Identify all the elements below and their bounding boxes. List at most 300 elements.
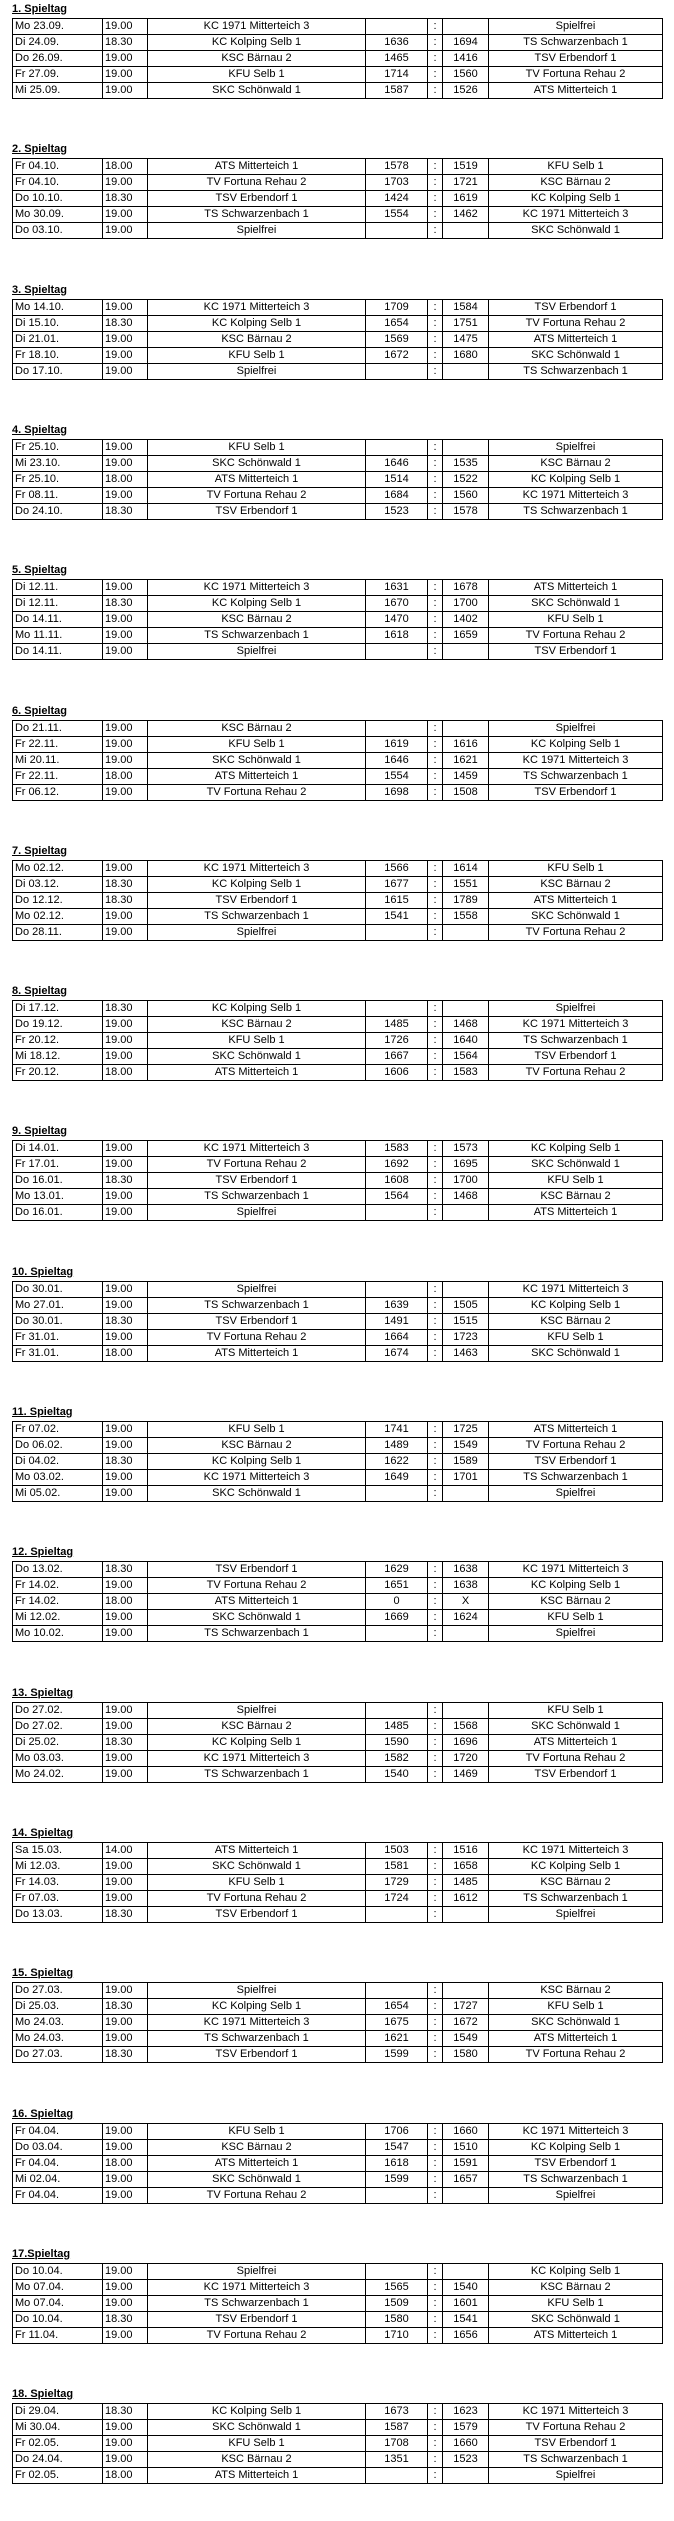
date-cell: Mo 07.04. xyxy=(13,2280,103,2296)
home-score-cell: 1698 xyxy=(366,785,428,801)
score-separator: : xyxy=(428,2172,443,2188)
date-cell: Do 12.12. xyxy=(13,893,103,909)
home-team-cell: KC Kolping Selb 1 xyxy=(148,2404,366,2420)
home-team-cell: SKC Schönwald 1 xyxy=(148,456,366,472)
away-score-cell: 1540 xyxy=(443,2280,489,2296)
score-separator: : xyxy=(428,1875,443,1891)
away-score-cell: 1558 xyxy=(443,909,489,925)
time-cell: 19.00 xyxy=(103,1422,148,1438)
score-separator: : xyxy=(428,2404,443,2420)
score-separator: : xyxy=(428,1610,443,1626)
match-row xyxy=(13,2404,663,2420)
time-cell: 19.00 xyxy=(103,1610,148,1626)
score-separator: : xyxy=(428,1751,443,1767)
away-team-cell: KFU Selb 1 xyxy=(489,612,663,628)
away-score-cell: 1584 xyxy=(443,300,489,316)
match-row xyxy=(13,1859,663,1875)
home-team-cell: ATS Mitterteich 1 xyxy=(148,159,366,175)
away-score-cell: 1789 xyxy=(443,893,489,909)
date-cell: Di 12.11. xyxy=(13,580,103,596)
away-team-cell: TS Schwarzenbach 1 xyxy=(489,1891,663,1907)
match-row xyxy=(13,1983,663,1999)
home-score-cell: 0 xyxy=(366,1594,428,1610)
home-score-cell: 1547 xyxy=(366,2140,428,2156)
time-cell: 18.30 xyxy=(103,2404,148,2420)
match-row xyxy=(13,35,663,51)
home-score-cell: 1599 xyxy=(366,2047,428,2063)
time-cell: 19.00 xyxy=(103,300,148,316)
round-title: 14. Spieltag xyxy=(12,1827,74,1839)
away-team-cell: SKC Schönwald 1 xyxy=(489,1157,663,1173)
away-team-cell: TS Schwarzenbach 1 xyxy=(489,364,663,380)
away-team-cell: SKC Schönwald 1 xyxy=(489,2015,663,2031)
home-team-cell: TSV Erbendorf 1 xyxy=(148,1314,366,1330)
home-score-cell: 1636 xyxy=(366,35,428,51)
away-score-cell: 1725 xyxy=(443,1422,489,1438)
home-team-cell: KFU Selb 1 xyxy=(148,440,366,456)
score-separator: : xyxy=(428,1735,443,1751)
home-team-cell: ATS Mitterteich 1 xyxy=(148,1594,366,1610)
away-team-cell: TV Fortuna Rehau 2 xyxy=(489,316,663,332)
away-score-cell: 1640 xyxy=(443,1033,489,1049)
home-score-cell: 1465 xyxy=(366,51,428,67)
match-row xyxy=(13,893,663,909)
away-team-cell: KSC Bärnau 2 xyxy=(489,175,663,191)
away-team-cell: KC Kolping Selb 1 xyxy=(489,1859,663,1875)
match-row xyxy=(13,1751,663,1767)
score-separator: : xyxy=(428,1454,443,1470)
time-cell: 19.00 xyxy=(103,2296,148,2312)
score-separator: : xyxy=(428,1843,443,1859)
home-score-cell: 1649 xyxy=(366,1470,428,1486)
score-separator: : xyxy=(428,769,443,785)
match-row xyxy=(13,1875,663,1891)
away-score-cell: 1560 xyxy=(443,67,489,83)
fixtures-table xyxy=(12,1702,663,1783)
time-cell: 18.00 xyxy=(103,1346,148,1362)
match-row xyxy=(13,580,663,596)
away-score-cell: 1623 xyxy=(443,2404,489,2420)
time-cell: 19.00 xyxy=(103,223,148,239)
away-score-cell: 1551 xyxy=(443,877,489,893)
score-separator: : xyxy=(428,2420,443,2436)
date-cell: Fr 14.02. xyxy=(13,1578,103,1594)
home-team-cell: ATS Mitterteich 1 xyxy=(148,1843,366,1859)
match-row xyxy=(13,1141,663,1157)
home-team-cell: KFU Selb 1 xyxy=(148,1875,366,1891)
home-score-cell: 1569 xyxy=(366,332,428,348)
round-block xyxy=(12,283,662,380)
date-cell: Fr 11.04. xyxy=(13,2328,103,2344)
score-separator: : xyxy=(428,1594,443,1610)
away-team-cell: KC 1971 Mitterteich 3 xyxy=(489,488,663,504)
time-cell: 19.00 xyxy=(103,1767,148,1783)
home-score-cell: 1674 xyxy=(366,1346,428,1362)
score-separator: : xyxy=(428,2124,443,2140)
home-score-cell: 1470 xyxy=(366,612,428,628)
match-row xyxy=(13,737,663,753)
away-score-cell: 1526 xyxy=(443,83,489,99)
score-separator: : xyxy=(428,332,443,348)
away-team-cell: KC 1971 Mitterteich 3 xyxy=(489,1282,663,1298)
home-team-cell: SKC Schönwald 1 xyxy=(148,2420,366,2436)
time-cell: 19.00 xyxy=(103,1049,148,1065)
home-team-cell: TS Schwarzenbach 1 xyxy=(148,628,366,644)
away-team-cell: SKC Schönwald 1 xyxy=(489,909,663,925)
away-score-cell: 1541 xyxy=(443,2312,489,2328)
date-cell: Fr 25.10. xyxy=(13,440,103,456)
time-cell: 19.00 xyxy=(103,925,148,941)
home-score-cell: 1703 xyxy=(366,175,428,191)
date-cell: Mo 23.09. xyxy=(13,19,103,35)
away-team-cell: Spielfrei xyxy=(489,1001,663,1017)
time-cell: 19.00 xyxy=(103,1983,148,1999)
away-team-cell: Spielfrei xyxy=(489,19,663,35)
home-team-cell: TSV Erbendorf 1 xyxy=(148,1173,366,1189)
time-cell: 19.00 xyxy=(103,364,148,380)
away-team-cell: Spielfrei xyxy=(489,721,663,737)
away-team-cell: KSC Bärnau 2 xyxy=(489,1875,663,1891)
fixtures-table xyxy=(12,1561,663,1642)
home-team-cell: KC 1971 Mitterteich 3 xyxy=(148,1141,366,1157)
score-separator: : xyxy=(428,207,443,223)
time-cell: 18.00 xyxy=(103,159,148,175)
home-score-cell: 1710 xyxy=(366,2328,428,2344)
away-score-cell xyxy=(443,1282,489,1298)
match-row xyxy=(13,2172,663,2188)
score-separator: : xyxy=(428,19,443,35)
match-row xyxy=(13,2296,663,2312)
home-team-cell: TS Schwarzenbach 1 xyxy=(148,909,366,925)
date-cell: Mi 20.11. xyxy=(13,753,103,769)
date-cell: Mi 02.04. xyxy=(13,2172,103,2188)
away-score-cell xyxy=(443,1001,489,1017)
away-team-cell: TV Fortuna Rehau 2 xyxy=(489,67,663,83)
away-score-cell: 1657 xyxy=(443,2172,489,2188)
round-block xyxy=(12,563,662,660)
date-cell: Fr 02.05. xyxy=(13,2436,103,2452)
home-team-cell: KFU Selb 1 xyxy=(148,737,366,753)
home-score-cell: 1566 xyxy=(366,861,428,877)
round-title: 17.Spieltag xyxy=(12,2248,71,2260)
away-score-cell: 1589 xyxy=(443,1454,489,1470)
round-block xyxy=(12,1826,662,1923)
match-row xyxy=(13,1282,663,1298)
score-separator: : xyxy=(428,1189,443,1205)
home-team-cell: KFU Selb 1 xyxy=(148,1033,366,1049)
date-cell: Di 17.12. xyxy=(13,1001,103,1017)
round-title: 3. Spieltag xyxy=(12,284,68,296)
home-team-cell: KC 1971 Mitterteich 3 xyxy=(148,861,366,877)
home-team-cell: KC Kolping Selb 1 xyxy=(148,1999,366,2015)
score-separator: : xyxy=(428,925,443,941)
home-score-cell: 1646 xyxy=(366,456,428,472)
home-score-cell: 1651 xyxy=(366,1578,428,1594)
time-cell: 18.00 xyxy=(103,1065,148,1081)
home-team-cell: TV Fortuna Rehau 2 xyxy=(148,1578,366,1594)
home-score-cell: 1669 xyxy=(366,1610,428,1626)
date-cell: Mi 12.03. xyxy=(13,1859,103,1875)
home-score-cell: 1424 xyxy=(366,191,428,207)
away-team-cell: KC 1971 Mitterteich 3 xyxy=(489,1843,663,1859)
score-separator: : xyxy=(428,1282,443,1298)
score-separator: : xyxy=(428,1438,443,1454)
away-score-cell: 1727 xyxy=(443,1999,489,2015)
home-score-cell: 1509 xyxy=(366,2296,428,2312)
match-row xyxy=(13,1891,663,1907)
score-separator: : xyxy=(428,2015,443,2031)
match-row xyxy=(13,191,663,207)
away-team-cell: SKC Schönwald 1 xyxy=(489,348,663,364)
away-team-cell: KC 1971 Mitterteich 3 xyxy=(489,1017,663,1033)
away-team-cell: KC 1971 Mitterteich 3 xyxy=(489,753,663,769)
date-cell: Mi 18.12. xyxy=(13,1049,103,1065)
score-separator: : xyxy=(428,191,443,207)
home-score-cell: 1639 xyxy=(366,1298,428,1314)
score-separator: : xyxy=(428,504,443,520)
away-team-cell: TS Schwarzenbach 1 xyxy=(489,35,663,51)
home-team-cell: KC Kolping Selb 1 xyxy=(148,316,366,332)
score-separator: : xyxy=(428,893,443,909)
match-row xyxy=(13,1205,663,1221)
home-score-cell: 1664 xyxy=(366,1330,428,1346)
score-separator: : xyxy=(428,1486,443,1502)
away-score-cell: 1523 xyxy=(443,2452,489,2468)
away-team-cell: Spielfrei xyxy=(489,1626,663,1642)
match-row xyxy=(13,1173,663,1189)
time-cell: 18.00 xyxy=(103,2156,148,2172)
score-separator: : xyxy=(428,67,443,83)
date-cell: Do 19.12. xyxy=(13,1017,103,1033)
score-separator: : xyxy=(428,644,443,660)
home-team-cell: KFU Selb 1 xyxy=(148,2124,366,2140)
score-separator: : xyxy=(428,721,443,737)
home-score-cell: 1675 xyxy=(366,2015,428,2031)
home-team-cell: KC 1971 Mitterteich 3 xyxy=(148,1751,366,1767)
away-score-cell xyxy=(443,721,489,737)
time-cell: 18.30 xyxy=(103,1735,148,1751)
away-score-cell: 1660 xyxy=(443,2436,489,2452)
fixtures-table xyxy=(12,2123,663,2204)
time-cell: 19.00 xyxy=(103,348,148,364)
home-score-cell: 1578 xyxy=(366,159,428,175)
score-separator: : xyxy=(428,1859,443,1875)
home-team-cell: SKC Schönwald 1 xyxy=(148,83,366,99)
away-score-cell: 1564 xyxy=(443,1049,489,1065)
match-row xyxy=(13,2264,663,2280)
score-separator: : xyxy=(428,1314,443,1330)
home-score-cell: 1606 xyxy=(366,1065,428,1081)
away-score-cell: 1624 xyxy=(443,1610,489,1626)
home-score-cell xyxy=(366,2264,428,2280)
score-separator: : xyxy=(428,1907,443,1923)
home-score-cell xyxy=(366,2468,428,2484)
match-row xyxy=(13,1422,663,1438)
away-score-cell: 1656 xyxy=(443,2328,489,2344)
away-score-cell: 1621 xyxy=(443,753,489,769)
time-cell: 18.30 xyxy=(103,1314,148,1330)
away-score-cell: 1660 xyxy=(443,2124,489,2140)
fixtures-table xyxy=(12,720,663,801)
date-cell: Fr 04.04. xyxy=(13,2124,103,2140)
round-block xyxy=(12,2107,662,2204)
away-score-cell: 1579 xyxy=(443,2420,489,2436)
score-separator: : xyxy=(428,488,443,504)
home-team-cell: TS Schwarzenbach 1 xyxy=(148,1189,366,1205)
away-team-cell: TS Schwarzenbach 1 xyxy=(489,504,663,520)
date-cell: Fr 04.10. xyxy=(13,175,103,191)
home-team-cell: KC Kolping Selb 1 xyxy=(148,1735,366,1751)
time-cell: 19.00 xyxy=(103,1751,148,1767)
away-score-cell: 1573 xyxy=(443,1141,489,1157)
match-row xyxy=(13,159,663,175)
home-score-cell: 1618 xyxy=(366,628,428,644)
score-separator: : xyxy=(428,1767,443,1783)
away-team-cell: ATS Mitterteich 1 xyxy=(489,580,663,596)
match-row xyxy=(13,785,663,801)
time-cell: 18.30 xyxy=(103,1999,148,2015)
away-team-cell: KFU Selb 1 xyxy=(489,861,663,877)
time-cell: 18.30 xyxy=(103,1173,148,1189)
score-separator: : xyxy=(428,1999,443,2015)
away-team-cell: TS Schwarzenbach 1 xyxy=(489,2172,663,2188)
away-score-cell: 1723 xyxy=(443,1330,489,1346)
date-cell: Do 03.10. xyxy=(13,223,103,239)
home-team-cell: KC 1971 Mitterteich 3 xyxy=(148,2280,366,2296)
away-team-cell: ATS Mitterteich 1 xyxy=(489,2328,663,2344)
away-team-cell: TV Fortuna Rehau 2 xyxy=(489,1438,663,1454)
time-cell: 18.30 xyxy=(103,191,148,207)
fixtures-table xyxy=(12,158,663,239)
time-cell: 19.00 xyxy=(103,580,148,596)
date-cell: Do 26.09. xyxy=(13,51,103,67)
match-row xyxy=(13,175,663,191)
date-cell: Mi 05.02. xyxy=(13,1486,103,1502)
match-row xyxy=(13,753,663,769)
away-score-cell xyxy=(443,2188,489,2204)
away-score-cell: 1549 xyxy=(443,2031,489,2047)
date-cell: Fr 07.02. xyxy=(13,1422,103,1438)
away-score-cell: 1475 xyxy=(443,332,489,348)
match-row xyxy=(13,348,663,364)
home-score-cell xyxy=(366,1983,428,1999)
away-team-cell: KFU Selb 1 xyxy=(489,159,663,175)
home-team-cell: KSC Bärnau 2 xyxy=(148,612,366,628)
match-row xyxy=(13,2031,663,2047)
match-row xyxy=(13,1454,663,1470)
score-separator: : xyxy=(428,2312,443,2328)
date-cell: Mo 11.11. xyxy=(13,628,103,644)
fixtures-table xyxy=(12,1982,663,2063)
home-score-cell: 1587 xyxy=(366,2420,428,2436)
home-score-cell: 1672 xyxy=(366,348,428,364)
home-team-cell: KC 1971 Mitterteich 3 xyxy=(148,300,366,316)
date-cell: Mo 14.10. xyxy=(13,300,103,316)
match-row xyxy=(13,2280,663,2296)
fixtures-table xyxy=(12,1421,663,1502)
score-separator: : xyxy=(428,2328,443,2344)
fixtures-table xyxy=(12,299,663,380)
away-team-cell: TSV Erbendorf 1 xyxy=(489,1767,663,1783)
home-score-cell: 1714 xyxy=(366,67,428,83)
away-team-cell: ATS Mitterteich 1 xyxy=(489,1422,663,1438)
away-score-cell: 1601 xyxy=(443,2296,489,2312)
match-row xyxy=(13,1719,663,1735)
score-separator: : xyxy=(428,1205,443,1221)
away-team-cell: Spielfrei xyxy=(489,1486,663,1502)
score-separator: : xyxy=(428,1346,443,1362)
match-row xyxy=(13,67,663,83)
away-team-cell: TV Fortuna Rehau 2 xyxy=(489,1065,663,1081)
home-score-cell: 1608 xyxy=(366,1173,428,1189)
match-row xyxy=(13,1999,663,2015)
round-title: 13. Spieltag xyxy=(12,1687,74,1699)
date-cell: Fr 04.04. xyxy=(13,2188,103,2204)
score-separator: : xyxy=(428,785,443,801)
date-cell: Di 29.04. xyxy=(13,2404,103,2420)
away-team-cell: SKC Schönwald 1 xyxy=(489,1719,663,1735)
score-separator: : xyxy=(428,2140,443,2156)
date-cell: Di 25.02. xyxy=(13,1735,103,1751)
date-cell: Di 24.09. xyxy=(13,35,103,51)
time-cell: 18.30 xyxy=(103,35,148,51)
score-separator: : xyxy=(428,580,443,596)
time-cell: 18.30 xyxy=(103,1562,148,1578)
home-team-cell: TS Schwarzenbach 1 xyxy=(148,2031,366,2047)
time-cell: 19.00 xyxy=(103,861,148,877)
home-team-cell: TSV Erbendorf 1 xyxy=(148,1907,366,1923)
home-score-cell xyxy=(366,925,428,941)
date-cell: Sa 15.03. xyxy=(13,1843,103,1859)
fixtures-table xyxy=(12,1000,663,1081)
score-separator: : xyxy=(428,159,443,175)
score-separator: : xyxy=(428,1983,443,1999)
away-team-cell: KC Kolping Selb 1 xyxy=(489,1578,663,1594)
score-separator: : xyxy=(428,35,443,51)
score-separator: : xyxy=(428,909,443,925)
away-score-cell: 1701 xyxy=(443,1470,489,1486)
away-score-cell xyxy=(443,223,489,239)
home-score-cell: 1646 xyxy=(366,753,428,769)
home-team-cell: Spielfrei xyxy=(148,223,366,239)
date-cell: Fr 14.03. xyxy=(13,1875,103,1891)
home-score-cell: 1667 xyxy=(366,1049,428,1065)
away-team-cell: KC Kolping Selb 1 xyxy=(489,737,663,753)
date-cell: Do 14.11. xyxy=(13,612,103,628)
time-cell: 18.30 xyxy=(103,596,148,612)
date-cell: Do 27.03. xyxy=(13,1983,103,1999)
away-team-cell: TSV Erbendorf 1 xyxy=(489,51,663,67)
away-score-cell: 1578 xyxy=(443,504,489,520)
score-separator: : xyxy=(428,628,443,644)
home-team-cell: Spielfrei xyxy=(148,925,366,941)
home-score-cell: 1615 xyxy=(366,893,428,909)
match-row xyxy=(13,909,663,925)
match-row xyxy=(13,1438,663,1454)
round-block xyxy=(12,2387,662,2484)
score-separator: : xyxy=(428,2452,443,2468)
away-team-cell: KSC Bärnau 2 xyxy=(489,456,663,472)
date-cell: Di 12.11. xyxy=(13,596,103,612)
match-row xyxy=(13,51,663,67)
home-team-cell: TSV Erbendorf 1 xyxy=(148,504,366,520)
time-cell: 19.00 xyxy=(103,753,148,769)
time-cell: 19.00 xyxy=(103,2015,148,2031)
home-team-cell: TSV Erbendorf 1 xyxy=(148,191,366,207)
round-block xyxy=(12,1265,662,1362)
round-title: 15. Spieltag xyxy=(12,1967,74,1979)
away-score-cell: 1612 xyxy=(443,1891,489,1907)
